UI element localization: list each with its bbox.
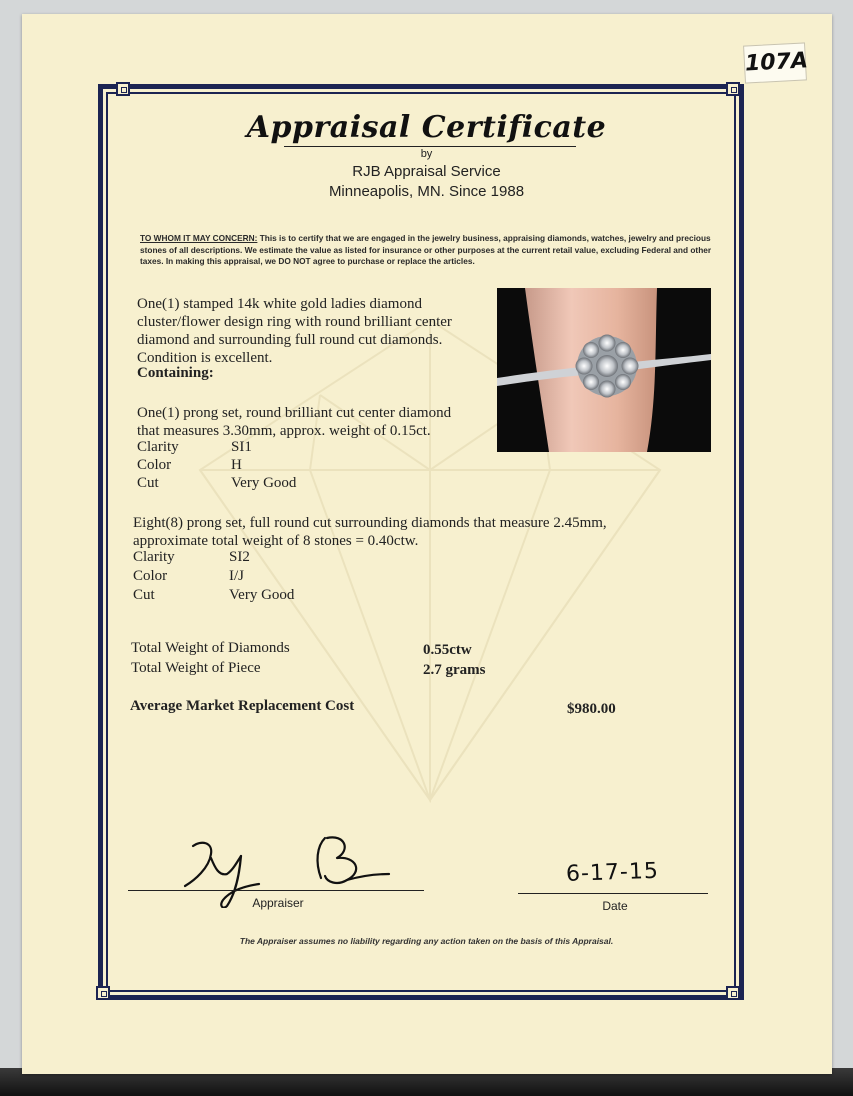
ring-description (137, 295, 487, 367)
handwritten-date: 6-17-15 (565, 858, 660, 887)
total-piece-weight-value: 2.7 grams (423, 662, 486, 678)
side-color-value: I/J (229, 568, 244, 584)
side-stones-description (133, 514, 607, 550)
corner-ornament-top-left (116, 82, 130, 96)
liability-disclaimer: The Appraiser assumes no liability regarding any action taken on the basis of this Appraisal. (239, 936, 614, 946)
center-stone-line: that measures 3.30mm, approx. weight of 0.15ct. (137, 423, 431, 439)
total-piece-weight-label: Total Weight of Piece (131, 660, 261, 676)
description-line: diamond and surrounding full round cut diamonds. (137, 332, 443, 348)
center-color-label: Color (137, 457, 172, 473)
center-stone-line: One(1) prong set, round brilliant cut center diamond (137, 405, 452, 421)
ring-photo (497, 288, 711, 452)
side-cut-value: Very Good (229, 587, 295, 603)
replacement-cost-label: Average Market Replacement Cost (130, 698, 355, 714)
center-color-value: H (231, 457, 242, 473)
center-cut-value: Very Good (231, 475, 297, 491)
appraiser-signature-line (128, 890, 424, 891)
center-cut-label: Cut (137, 475, 159, 491)
containing-label: Containing: (137, 365, 214, 381)
total-diamond-weight-label: Total Weight of Diamonds (131, 640, 290, 656)
date-label: Date (602, 899, 628, 913)
center-stone-description (137, 404, 451, 440)
total-diamond-weight-value: 0.55ctw (423, 642, 472, 658)
company-name: RJB Appraisal Service (352, 163, 501, 180)
company-location: Minneapolis, MN. Since 1988 (328, 183, 525, 200)
date-line (518, 893, 708, 894)
lot-number-sticker: 107A (743, 42, 807, 83)
side-color-label: Color (133, 568, 168, 584)
corner-ornament-bottom-left (96, 986, 110, 1000)
center-clarity-label: Clarity (137, 439, 179, 455)
description-line: cluster/flower design ring with round brilliant center (137, 314, 452, 330)
description-line: One(1) stamped 14k white gold ladies diamond (137, 296, 422, 312)
intro-text: This is to certify that we are engaged in the jewelry business, appraising diamonds, watches, jewelry and precious stones of all descriptions. We estimate the value as listed for insurance or other purposes at the current retail value, excluding Federal and other taxes. In making this appraisal, we DO NOT agree to purchase or replace the articles. (140, 233, 712, 266)
corner-ornament-top-right (726, 82, 740, 96)
intro-lead: TO WHOM IT MAY CONCERN: (140, 233, 258, 243)
title-underline (284, 146, 576, 147)
certificate-title: Appraisal Certificate (246, 110, 607, 145)
side-stones-line: Eight(8) prong set, full round cut surrounding diamonds that measure 2.45mm, (133, 515, 607, 531)
side-stones-line: approximate total weight of 8 stones = 0.40ctw. (133, 533, 419, 549)
company-info (0, 162, 853, 202)
side-clarity-label: Clarity (133, 549, 175, 565)
appraiser-label: Appraiser (252, 896, 304, 910)
center-clarity-value: SI1 (231, 439, 252, 455)
side-cut-label: Cut (133, 587, 155, 603)
intro-paragraph (140, 233, 712, 268)
replacement-cost-value: $980.00 (567, 701, 616, 717)
corner-ornament-bottom-right (726, 986, 740, 1000)
by-label: by (420, 148, 433, 160)
description-line: Condition is excellent. (137, 350, 273, 366)
side-clarity-value: SI2 (229, 549, 250, 565)
